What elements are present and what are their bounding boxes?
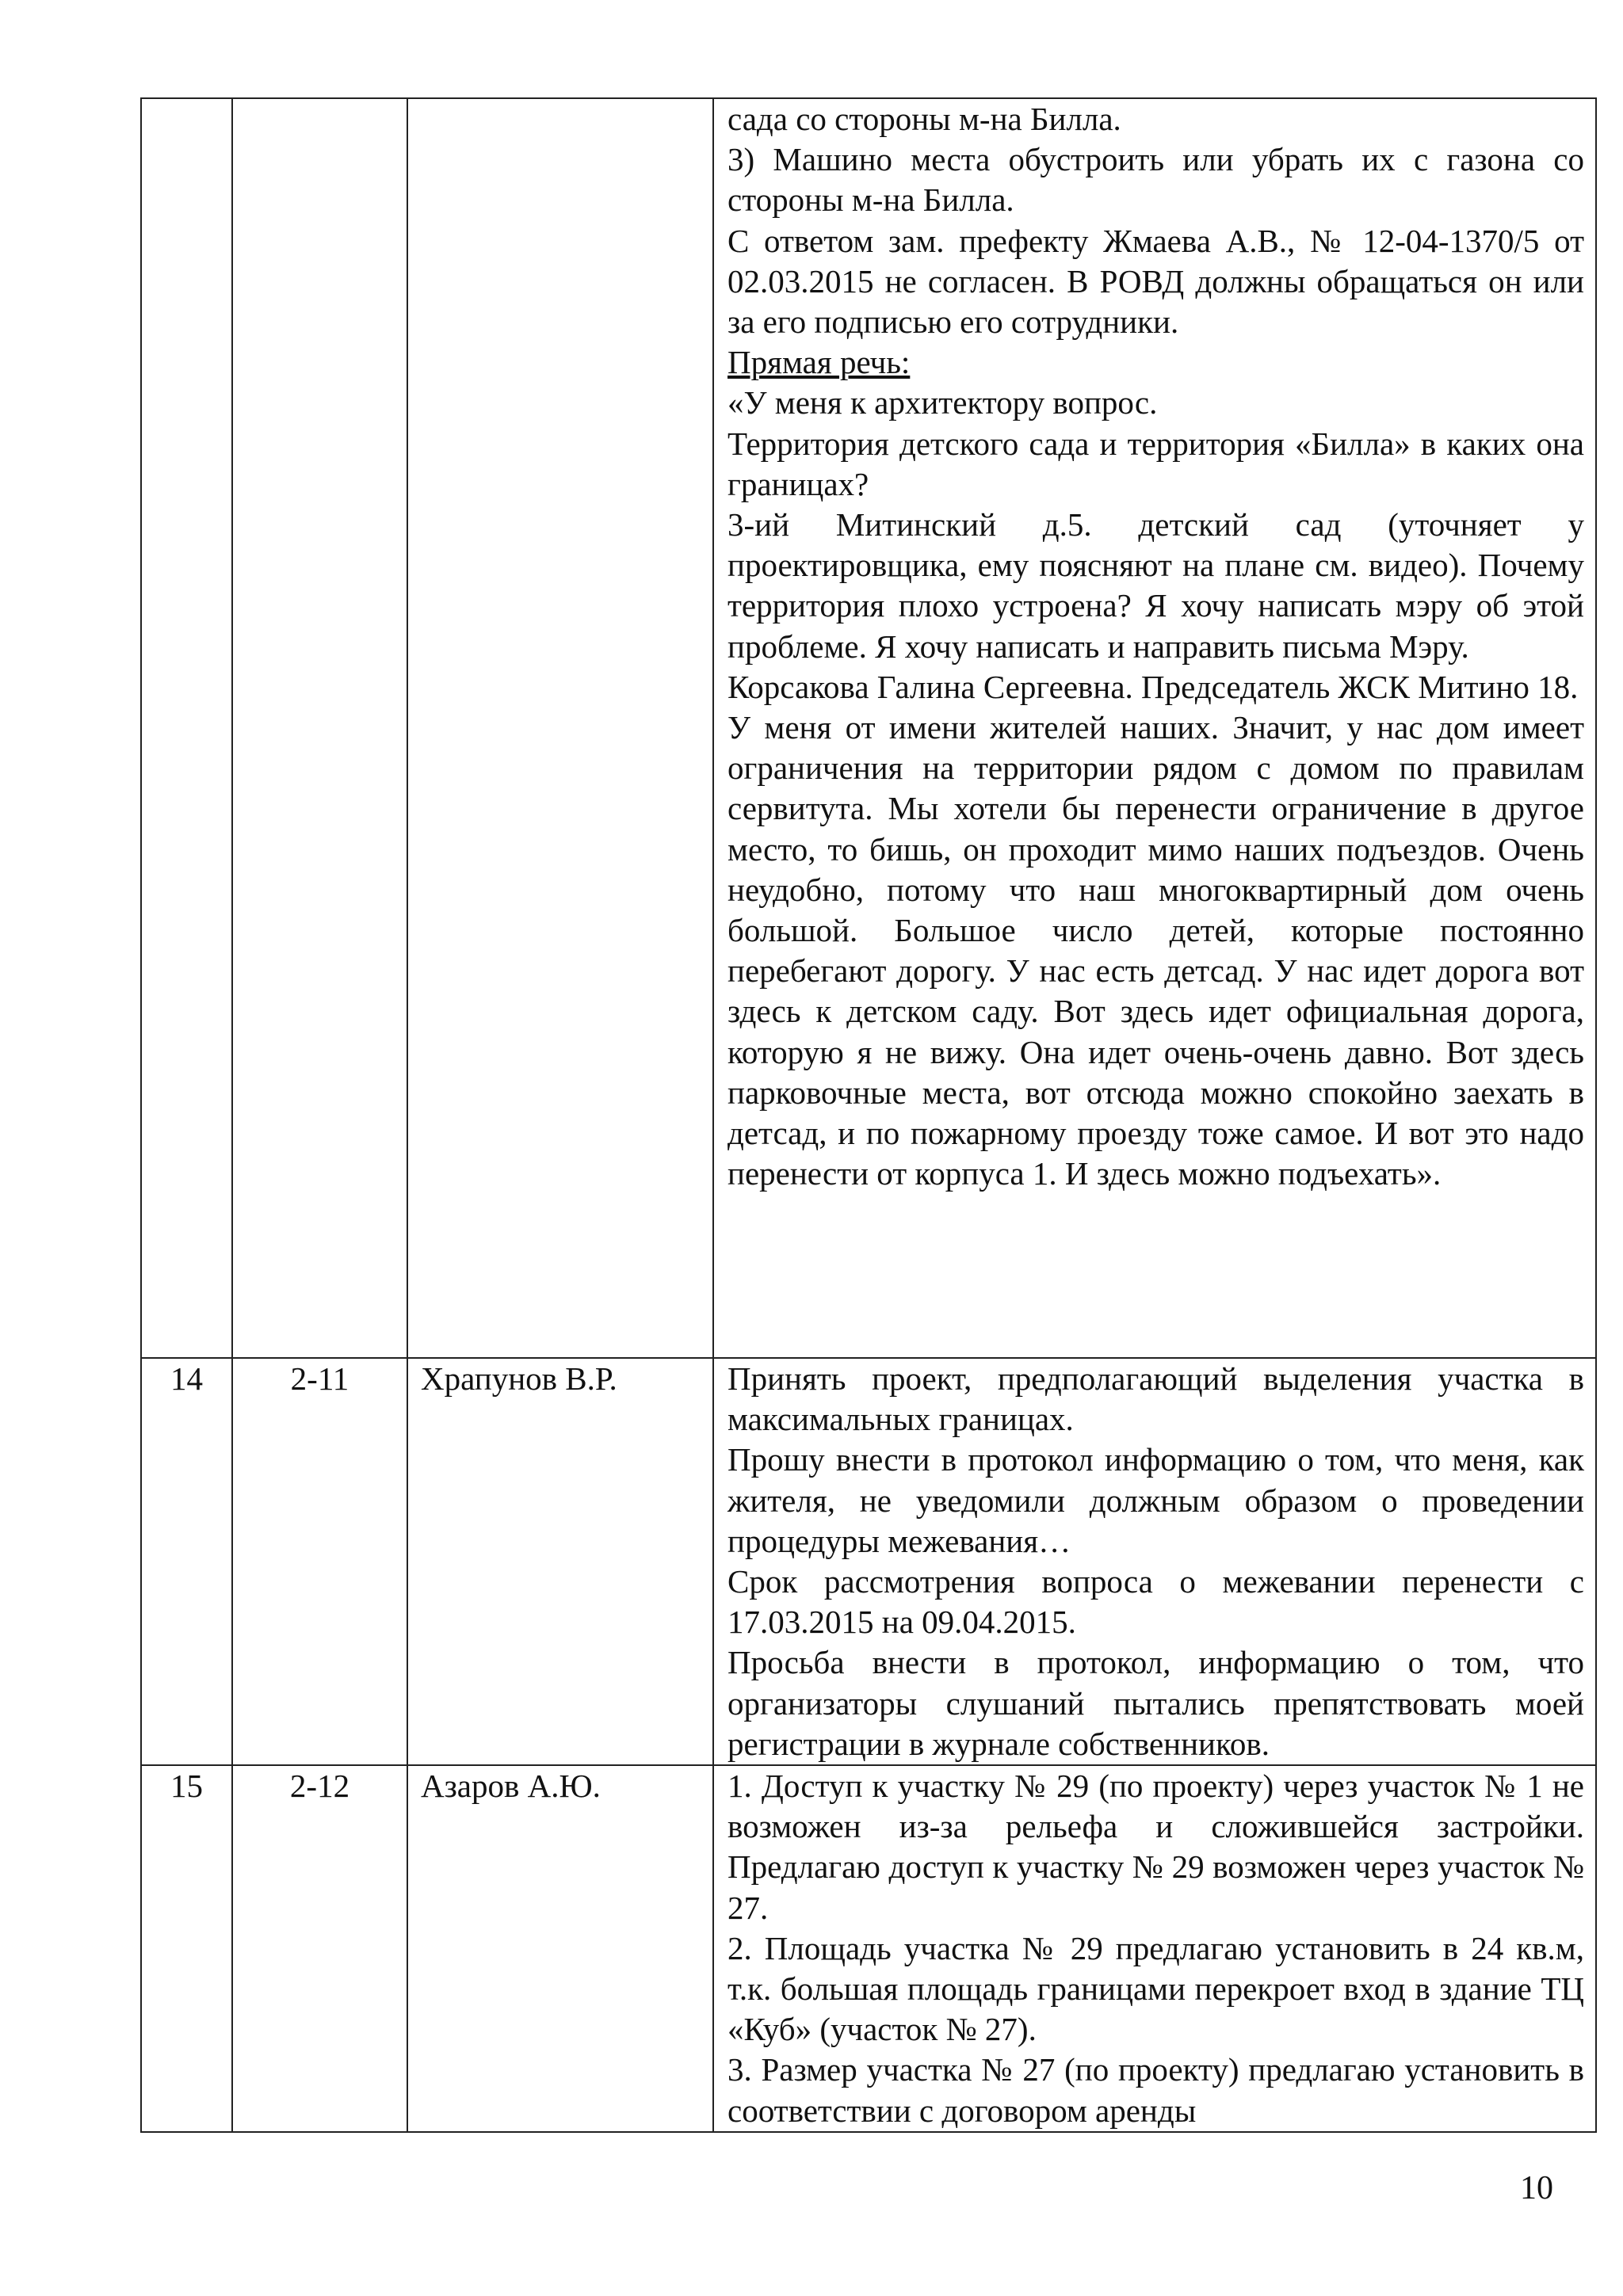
paragraph-heading-direct-speech: Прямая речь:	[727, 344, 911, 381]
paragraph: С ответом зам. префекту Жмаева А.В., № 12-04-1370/5 от 02.03.2015 не согласен. В РОВД должны обращаться он или за его подписью его сотрудники.	[727, 222, 1584, 341]
paragraph: 3. Размер участка № 27 (по проекту) предлагаю установить в соответствии с договором аренды	[727, 2051, 1584, 2129]
paragraph: 1. Доступ к участку № 29 (по проекту) через участок № 1 не возможен из-за рельефа и сложившейся застройки. Предлагаю доступ к участку № 29 возможен через участок № 27.	[727, 1768, 1584, 1926]
paragraph: 3-ий Митинский д.5. детский сад (уточняет у проектировщика, ему поясняют на плане см. видео). Почему территория плохо устроена? Я хочу написать мэру об этой проблеме. Я хочу написать и направить письма Мэру.	[727, 506, 1584, 665]
row-code-cell	[232, 98, 407, 1358]
paragraph: Срок рассмотрения вопроса о межевании перенести с 17.03.2015 на 09.04.2015.	[727, 1563, 1584, 1641]
page-number: 10	[1520, 2170, 1553, 2206]
table-row	[141, 1765, 1596, 2132]
paragraph: Просьба внести в протокол, информацию о том, что организаторы слушаний пытались препятствовать моей регистрации в журнале собственников.	[727, 1644, 1584, 1762]
row-code-cell: 2-12	[232, 1765, 407, 2132]
row-text-cell	[713, 1358, 1596, 1765]
row-text-cell	[713, 1765, 1596, 2132]
table-row	[141, 1358, 1596, 1765]
hearing-minutes-table	[140, 97, 1597, 2133]
row-number-cell: 15	[141, 1765, 232, 2132]
row-name-cell: Азаров А.Ю.	[407, 1765, 713, 2132]
paragraph: 3) Машино места обустроить или убрать их с газона со стороны м-на Билла.	[727, 141, 1584, 219]
paragraph: 2. Площадь участка № 29 предлагаю установить в 24 кв.м, т.к. большая площадь границами перекроет вход в здание ТЦ «Куб» (участок № 27).	[727, 1929, 1584, 2048]
paragraph: Принять проект, предполагающий выделения участка в максимальных границах.	[727, 1360, 1584, 1438]
row-code-cell: 2-11	[232, 1358, 407, 1765]
paragraph: «У меня к архитектору вопрос.	[727, 384, 1158, 421]
row-number-cell	[141, 98, 232, 1358]
paragraph: Корсакова Галина Сергеевна. Председатель ЖСК Митино 18.	[727, 668, 1579, 705]
row-text-cell	[713, 98, 1596, 1358]
table-row	[141, 98, 1596, 1358]
paragraph: Территория детского сада и территория «Билла» в каких она границах?	[727, 425, 1584, 502]
paragraph: У меня от имени жителей наших. Значит, у нас дом имеет ограничения на территории рядом с домом по правилам сервитута. Мы хотели бы перенести ограничение в другое место, то бишь, он проходит мимо наших подъездов. Очень неудобно, потому что наш многоквартирный дом очень большой. Большое число детей, которые постоянно перебегают дорогу. У нас есть детсад. У нас идет дорога вот здесь к детском саду. Вот здесь идет официальная дорога, которую я не вижу. Она идет очень-очень давно. Вот здесь парковочные места, вот отсюда можно спокойно заехать в детсад, и по пожарному проезду тоже самое. И вот это надо перенести от корпуса 1. И здесь можно подъехать».	[727, 709, 1584, 1192]
paragraph: сада со стороны м-на Билла.	[727, 101, 1121, 137]
row-number-cell: 14	[141, 1358, 232, 1765]
row-name-cell	[407, 98, 713, 1358]
paragraph: Прошу внести в протокол информацию о том, что меня, как жителя, не уведомили должным образом о проведении процедуры межевания…	[727, 1441, 1584, 1559]
row-name-cell: Храпунов В.Р.	[407, 1358, 713, 1765]
